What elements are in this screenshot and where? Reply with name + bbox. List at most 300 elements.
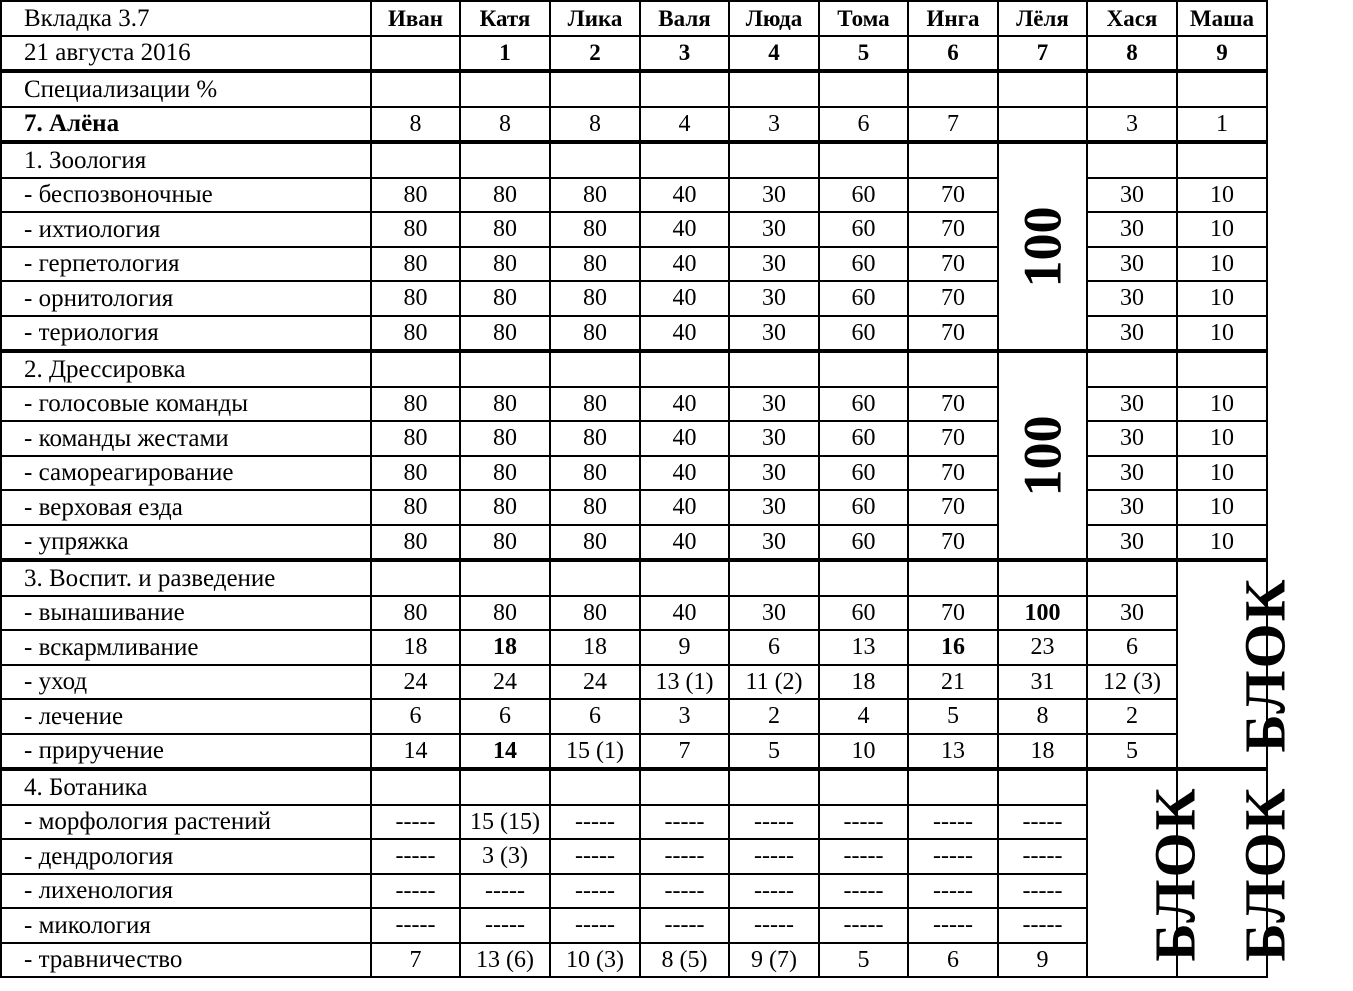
table-cell: 6 [371, 699, 460, 734]
header-names-row [1, 1, 1267, 36]
table-cell: 70 [908, 212, 998, 247]
column-header-name: Иван [371, 1, 460, 36]
table-cell: 70 [908, 421, 998, 456]
table-cell: 10 [1177, 212, 1267, 247]
table-cell: 10 [1177, 316, 1267, 352]
table-cell [640, 351, 729, 387]
row-label: - микология [1, 908, 371, 943]
table-cell: 8 [550, 107, 640, 143]
data-row [1, 874, 1267, 909]
table-cell: 3 (3) [460, 839, 550, 874]
table-cell [460, 769, 550, 805]
table-cell: ----- [550, 805, 640, 840]
table-cell: 70 [908, 281, 998, 316]
row-label: - морфология растений [1, 805, 371, 840]
table-cell: 9 [640, 630, 729, 665]
table-cell: 70 [908, 387, 998, 422]
table-cell: 80 [550, 456, 640, 491]
table-cell: 40 [640, 387, 729, 422]
table-cell: 80 [371, 525, 460, 561]
table-cell: ----- [998, 839, 1087, 874]
table-cell: 10 [1177, 421, 1267, 456]
table-cell: 30 [729, 387, 819, 422]
column-header-number: 9 [1177, 36, 1267, 72]
table-cell [640, 769, 729, 805]
zoology-heading-row [1, 142, 1267, 178]
row-label: - голосовые команды [1, 387, 371, 422]
table-cell [1087, 351, 1177, 387]
column-header-number: 4 [729, 36, 819, 72]
table-cell: 80 [550, 247, 640, 282]
table-cell: 7 [640, 734, 729, 770]
column-header-number: 2 [550, 36, 640, 72]
table-cell: 30 [729, 178, 819, 213]
column-header-name: Люда [729, 1, 819, 36]
data-row [1, 699, 1267, 734]
column-header-number: 8 [1087, 36, 1177, 72]
column-header-name: Тома [819, 1, 908, 36]
table-cell: 18 [819, 665, 908, 700]
table-cell [819, 769, 908, 805]
table-cell: 70 [908, 247, 998, 282]
table-cell: ----- [819, 874, 908, 909]
column-header-name: Маша [1177, 1, 1267, 36]
table-cell [998, 769, 1087, 805]
table-cell: 80 [460, 178, 550, 213]
table-cell: 10 [1177, 490, 1267, 525]
table-cell: ----- [371, 874, 460, 909]
table-cell [550, 142, 640, 178]
table-cell: 30 [729, 316, 819, 352]
table-cell: 30 [729, 456, 819, 491]
table-cell: 60 [819, 596, 908, 631]
column-header-name: Хася [1087, 1, 1177, 36]
data-row [1, 805, 1267, 840]
table-cell: 18 [998, 734, 1087, 770]
table-cell [908, 769, 998, 805]
table-cell: 10 [1177, 387, 1267, 422]
table-cell: 30 [1087, 316, 1177, 352]
breeding-heading-row [1, 560, 1267, 596]
table-cell: ----- [371, 805, 460, 840]
table-cell: 4 [640, 107, 729, 143]
column-header-number: 6 [908, 36, 998, 72]
row-label: - герпетология [1, 247, 371, 282]
column-header-name: Лёля [998, 1, 1087, 36]
table-cell [640, 560, 729, 596]
table-cell: 60 [819, 421, 908, 456]
column-header-name: Катя [460, 1, 550, 36]
table-cell: 60 [819, 456, 908, 491]
table-cell: ----- [640, 874, 729, 909]
column-header-name: Инга [908, 1, 998, 36]
table-cell: ----- [729, 874, 819, 909]
table-cell: 3 [729, 107, 819, 143]
vertical-label: БЛОК [1142, 785, 1208, 962]
table-cell: 80 [550, 525, 640, 561]
table-cell: 10 [1177, 178, 1267, 213]
spec-heading: Специализации % [1, 71, 371, 107]
table-cell: 80 [371, 281, 460, 316]
table-cell [998, 560, 1087, 596]
table-cell: 3 [640, 699, 729, 734]
table-cell: 30 [1087, 212, 1177, 247]
table-cell: 30 [1087, 525, 1177, 561]
table-cell [819, 351, 908, 387]
table-cell: 5 [908, 699, 998, 734]
table-cell: ----- [550, 839, 640, 874]
table-cell: 40 [640, 525, 729, 561]
table-cell [371, 71, 460, 107]
table-cell: 60 [819, 316, 908, 352]
table-cell: 80 [550, 387, 640, 422]
table-cell: 60 [819, 387, 908, 422]
table-cell [550, 769, 640, 805]
table-cell: 60 [819, 281, 908, 316]
table-cell: ----- [819, 805, 908, 840]
table-cell: 80 [460, 596, 550, 631]
section-heading: 1. Зоология [1, 142, 371, 178]
table-cell: 1 [1177, 107, 1267, 143]
merged-value-cell [998, 142, 1087, 351]
table-cell: 6 [729, 630, 819, 665]
table-cell: 30 [729, 247, 819, 282]
table-cell [371, 560, 460, 596]
table-cell: 60 [819, 212, 908, 247]
table-cell [729, 142, 819, 178]
column-header-number: 5 [819, 36, 908, 72]
table-cell: 7 [371, 943, 460, 978]
table-cell: ----- [908, 839, 998, 874]
alena-row [1, 107, 1267, 143]
table-cell: 5 [819, 943, 908, 978]
table-cell [371, 142, 460, 178]
table-cell: 80 [371, 456, 460, 491]
table-cell: ----- [819, 908, 908, 943]
section-heading: 4. Ботаника [1, 769, 371, 805]
table-cell: 40 [640, 421, 729, 456]
column-header-name: Лика [550, 1, 640, 36]
table-cell: 80 [550, 421, 640, 456]
merged-value-cell [998, 351, 1087, 560]
table-cell [1177, 71, 1267, 107]
table-cell: ----- [908, 908, 998, 943]
data-row [1, 908, 1267, 943]
row-label: - орнитология [1, 281, 371, 316]
table-cell: 80 [371, 421, 460, 456]
table-cell: 80 [460, 212, 550, 247]
table-cell [550, 71, 640, 107]
table-cell [1177, 142, 1267, 178]
table-cell: 13 (6) [460, 943, 550, 978]
table-cell: 70 [908, 456, 998, 491]
table-cell: ----- [550, 874, 640, 909]
table-cell: 80 [371, 596, 460, 631]
spec-heading-row [1, 71, 1267, 107]
table-cell: 80 [460, 387, 550, 422]
column-header-number: 3 [640, 36, 729, 72]
table-cell: 60 [819, 525, 908, 561]
table-cell [1177, 351, 1267, 387]
table-cell: 13 [908, 734, 998, 770]
table-cell: 40 [640, 178, 729, 213]
row-label: - верховая езда [1, 490, 371, 525]
table-cell: 10 [1177, 525, 1267, 561]
table-cell [1087, 142, 1177, 178]
table-cell: 30 [1087, 281, 1177, 316]
table-cell: 40 [640, 316, 729, 352]
table-cell [640, 71, 729, 107]
table-cell [908, 560, 998, 596]
table-cell: 30 [729, 212, 819, 247]
vertical-label: БЛОК [1232, 576, 1298, 753]
column-header-number: 7 [998, 36, 1087, 72]
table-cell: 60 [819, 490, 908, 525]
table-cell [371, 351, 460, 387]
vertical-label: 100 [1012, 415, 1073, 496]
table-cell: ----- [460, 908, 550, 943]
table-cell: 6 [908, 943, 998, 978]
row-label: - самореагирование [1, 456, 371, 491]
table-cell [460, 142, 550, 178]
table-cell: 40 [640, 456, 729, 491]
table-cell [819, 142, 908, 178]
table-cell [729, 71, 819, 107]
table-cell: 80 [550, 212, 640, 247]
table-cell: 8 (5) [640, 943, 729, 978]
table-cell: 8 [460, 107, 550, 143]
table-cell: 70 [908, 525, 998, 561]
row-label: - лечение [1, 699, 371, 734]
table-cell [998, 71, 1087, 107]
table-cell: 30 [1087, 490, 1177, 525]
table-cell: 10 [1177, 247, 1267, 282]
table-cell: 16 [908, 630, 998, 665]
table-cell: 15 (15) [460, 805, 550, 840]
table-cell: 80 [371, 247, 460, 282]
vertical-label: БЛОК [1232, 785, 1298, 962]
table-cell: 100 [998, 596, 1087, 631]
table-cell: 80 [460, 456, 550, 491]
table-cell: ----- [908, 805, 998, 840]
table-cell: 30 [1087, 596, 1177, 631]
table-cell: 14 [460, 734, 550, 770]
table-cell [460, 351, 550, 387]
table-cell: 10 [1177, 281, 1267, 316]
table-cell: 80 [460, 281, 550, 316]
table-cell: 10 [819, 734, 908, 770]
table-cell: 18 [550, 630, 640, 665]
table-cell [908, 351, 998, 387]
table-cell: 80 [460, 421, 550, 456]
table-cell: 70 [908, 596, 998, 631]
table-cell: 24 [460, 665, 550, 700]
table-cell: 2 [1087, 699, 1177, 734]
table-cell: 2 [729, 699, 819, 734]
table-cell: 30 [729, 281, 819, 316]
table-cell: 15 (1) [550, 734, 640, 770]
table-cell [729, 351, 819, 387]
table-cell: 6 [819, 107, 908, 143]
table-cell: 13 [819, 630, 908, 665]
table-cell: 8 [998, 699, 1087, 734]
table-cell: 30 [729, 596, 819, 631]
table-cell: 40 [640, 281, 729, 316]
table-cell: 80 [550, 316, 640, 352]
table-cell: ----- [729, 908, 819, 943]
training-heading-row [1, 351, 1267, 387]
table-cell: ----- [371, 908, 460, 943]
table-cell [908, 142, 998, 178]
table-cell: 10 [1177, 456, 1267, 491]
row-label: - вынашивание [1, 596, 371, 631]
table-cell: 24 [550, 665, 640, 700]
table-cell: 30 [729, 421, 819, 456]
table-cell: 70 [908, 490, 998, 525]
table-cell: 30 [729, 490, 819, 525]
table-cell: 3 [1087, 107, 1177, 143]
row-label: - беспозвоночные [1, 178, 371, 213]
sheet-title: Вкладка 3.7 [1, 1, 371, 36]
table-cell [1087, 560, 1177, 596]
table-cell: 30 [1087, 247, 1177, 282]
row-label: - приручение [1, 734, 371, 770]
table-cell: ----- [729, 839, 819, 874]
table-cell [819, 71, 908, 107]
table-cell: ----- [371, 839, 460, 874]
table-cell: 13 (1) [640, 665, 729, 700]
column-header-name: Валя [640, 1, 729, 36]
section-heading: 3. Воспит. и разведение [1, 560, 371, 596]
table-cell: 18 [371, 630, 460, 665]
table-cell: ----- [460, 874, 550, 909]
table-cell: 23 [998, 630, 1087, 665]
column-header-number [371, 36, 460, 72]
table-cell: ----- [819, 839, 908, 874]
table-cell: 80 [371, 490, 460, 525]
table-cell: 18 [460, 630, 550, 665]
table-cell: 80 [460, 247, 550, 282]
table-cell: 8 [371, 107, 460, 143]
table-cell: ----- [640, 839, 729, 874]
table-cell: 14 [371, 734, 460, 770]
table-cell: 30 [1087, 178, 1177, 213]
table-cell: 40 [640, 212, 729, 247]
table-cell [1087, 71, 1177, 107]
block-cell [1087, 769, 1208, 977]
row-label: - команды жестами [1, 421, 371, 456]
table-cell: 80 [460, 490, 550, 525]
table-cell [819, 560, 908, 596]
table-cell [640, 142, 729, 178]
table-cell: ----- [908, 874, 998, 909]
table-cell [998, 107, 1087, 143]
data-row [1, 630, 1267, 665]
table-cell: 30 [729, 525, 819, 561]
vertical-label: 100 [1012, 206, 1073, 287]
table-cell: 12 (3) [1087, 665, 1177, 700]
row-label: - ихтиология [1, 212, 371, 247]
table-cell: 80 [550, 178, 640, 213]
table-cell: 60 [819, 178, 908, 213]
table-cell: ----- [998, 805, 1087, 840]
header-numbers-row [1, 36, 1267, 72]
table-cell: 9 (7) [729, 943, 819, 978]
table-cell: 70 [908, 316, 998, 352]
table-cell [729, 769, 819, 805]
row-label: - лихенология [1, 874, 371, 909]
table-cell [460, 560, 550, 596]
table-cell: 10 (3) [550, 943, 640, 978]
table-cell: 5 [729, 734, 819, 770]
table-cell: 21 [908, 665, 998, 700]
table-cell: ----- [998, 874, 1087, 909]
alena-label: 7. Алёна [1, 107, 371, 143]
row-label: - травничество [1, 943, 371, 978]
table-cell: 80 [371, 387, 460, 422]
table-cell: 6 [460, 699, 550, 734]
table-cell: 80 [550, 490, 640, 525]
table-cell: 80 [371, 178, 460, 213]
table-cell: 80 [550, 281, 640, 316]
table-cell [908, 71, 998, 107]
table-cell: 6 [1087, 630, 1177, 665]
table-cell: 70 [908, 178, 998, 213]
table-cell: 80 [371, 316, 460, 352]
table-cell [460, 71, 550, 107]
table-cell: 80 [550, 596, 640, 631]
row-label: - уход [1, 665, 371, 700]
table-cell: 80 [460, 316, 550, 352]
column-header-number: 1 [460, 36, 550, 72]
table-cell [550, 560, 640, 596]
table-cell [550, 351, 640, 387]
table-cell: 9 [998, 943, 1087, 978]
table-cell: 40 [640, 596, 729, 631]
table-cell: 30 [1087, 456, 1177, 491]
table-cell: 80 [371, 212, 460, 247]
data-row [1, 943, 1267, 978]
table-cell: 40 [640, 490, 729, 525]
section-heading: 2. Дрессировка [1, 351, 371, 387]
table-cell: 4 [819, 699, 908, 734]
table-cell: 30 [1087, 421, 1177, 456]
table-cell: ----- [729, 805, 819, 840]
table-cell: 11 (2) [729, 665, 819, 700]
table-cell: 5 [1087, 734, 1177, 770]
table-cell [729, 560, 819, 596]
table-cell: 7 [908, 107, 998, 143]
table-cell: ----- [640, 805, 729, 840]
table-cell: ----- [550, 908, 640, 943]
sheet-date: 21 августа 2016 [1, 36, 371, 72]
row-label: - вскармливание [1, 630, 371, 665]
data-row [1, 839, 1267, 874]
table-cell: ----- [640, 908, 729, 943]
table-cell: 24 [371, 665, 460, 700]
data-row [1, 665, 1267, 700]
table-cell: 40 [640, 247, 729, 282]
table-cell: 30 [1087, 387, 1177, 422]
table-cell: 80 [460, 525, 550, 561]
data-row [1, 734, 1267, 770]
data-row [1, 596, 1267, 631]
block-cell [1177, 560, 1298, 769]
table-cell: 6 [550, 699, 640, 734]
row-label: - дендрология [1, 839, 371, 874]
botany-heading-row [1, 769, 1267, 805]
row-label: - упряжка [1, 525, 371, 561]
